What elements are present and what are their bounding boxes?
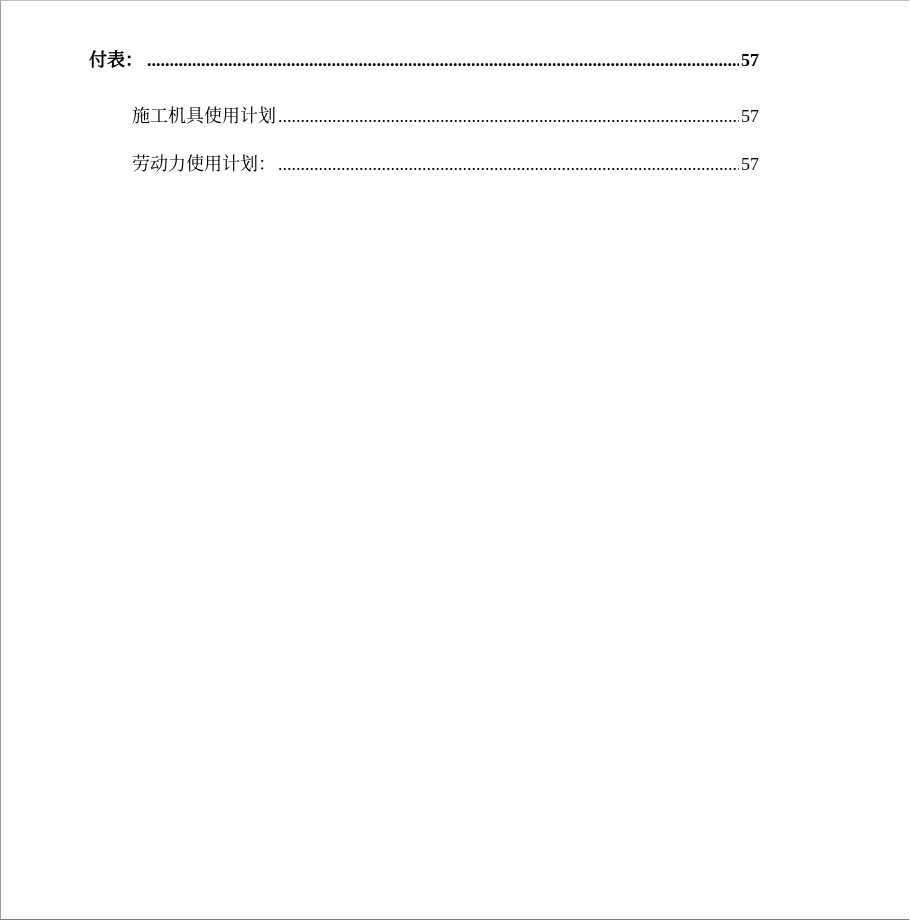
toc-dot-leader: [278, 102, 739, 130]
toc-entry-title: 劳动力使用计划：: [132, 154, 276, 174]
toc-entry-title: 付表：: [89, 50, 143, 70]
toc-entry-appendix[interactable]: [89, 46, 759, 74]
toc-page-number: 57: [741, 154, 759, 174]
toc-entry-equipment-plan[interactable]: [89, 102, 759, 130]
toc-dot-leader: [278, 150, 739, 178]
table-of-contents: [89, 46, 759, 198]
toc-dot-leader: [147, 46, 739, 74]
toc-entry-labor-plan[interactable]: [89, 150, 759, 178]
toc-page-number: 57: [741, 106, 759, 126]
toc-entry-title: 施工机具使用计划: [132, 106, 276, 126]
toc-page-number: 57: [741, 50, 759, 70]
